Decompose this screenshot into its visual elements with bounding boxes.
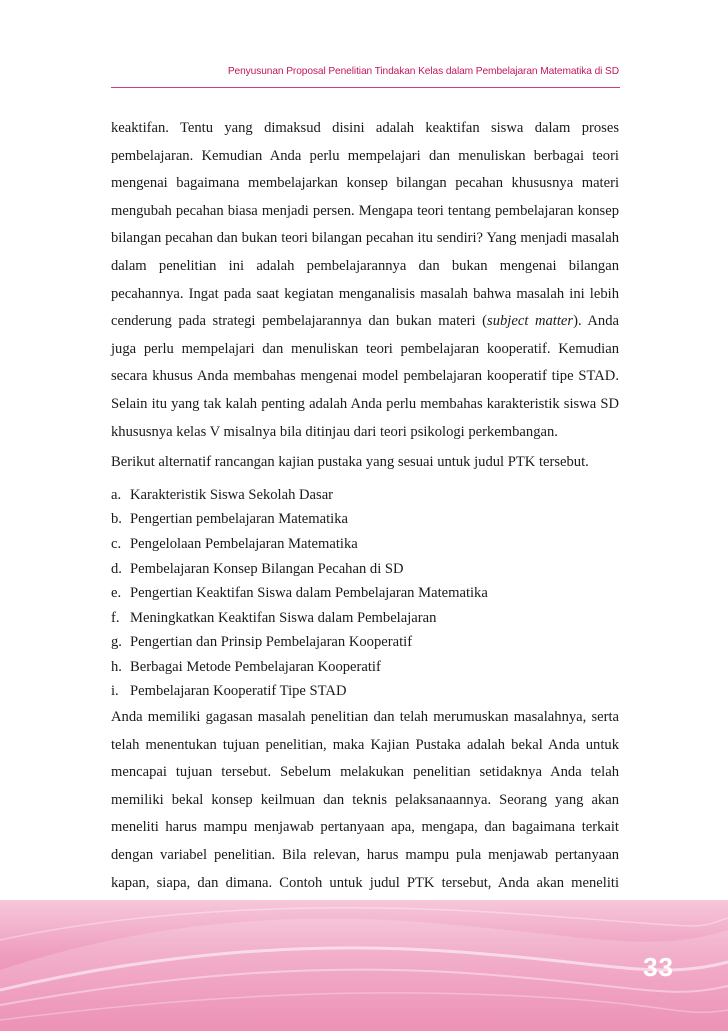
- body-paragraph-2: Berikut alternatif rancangan kajian pustaka yang sesuai untuk judul PTK tersebut.: [111, 454, 589, 471]
- list-marker: d.: [111, 560, 122, 577]
- running-header: Penyusunan Proposal Penelitian Tindakan Kelas dalam Pembelajaran Matematika di SD: [227, 66, 619, 77]
- footer-decorative-band: [0, 900, 728, 1031]
- list-item: [111, 630, 619, 655]
- list-marker: b.: [111, 511, 122, 528]
- list-item: [111, 483, 619, 508]
- list-item: [111, 655, 619, 680]
- list-item-text: Pembelajaran Konsep Bilangan Pecahan di SD: [130, 560, 404, 577]
- list-marker: f.: [111, 609, 120, 626]
- paragraph-1-text-b: ). Anda juga perlu mempelajari dan menuliskan teori pembelajaran kooperatif. Kemudian secara khusus Anda membahas mengenai model pembelajaran kooperatif tipe STAD. Selain itu yang tak kalah penting adalah Anda perlu membahas karakteristik siswa SD khususnya kelas V misalnya bila ditinjau dari teori psikologi perkembangan.: [111, 313, 619, 440]
- list-item: [111, 557, 619, 582]
- list-item-text: Pembelajaran Kooperatif Tipe STAD: [130, 683, 347, 700]
- list-item-text: Pengertian dan Prinsip Pembelajaran Kooperatif: [130, 634, 413, 651]
- list-item-text: Meningkatkan Keaktifan Siswa dalam Pembelajaran: [130, 609, 437, 626]
- list-item-text: Pengelolaan Pembelajaran Matematika: [130, 535, 358, 552]
- list-marker: e.: [111, 585, 122, 602]
- page-number: 33: [643, 952, 674, 982]
- header-divider: [111, 87, 620, 88]
- list-item-text: Karakteristik Siswa Sekolah Dasar: [130, 486, 334, 503]
- list-marker: g.: [111, 634, 122, 651]
- paragraph-1-italic-term: subject matter: [487, 313, 574, 330]
- list-item: [111, 507, 619, 532]
- body-paragraph-3: Anda memiliki gagasan masalah penelitian dan telah merumuskan masalahnya, serta telah menentukan tujuan penelitian, maka Kajian Pustaka adalah bekal Anda untuk mencapai tujuan tersebut. Sebelum melakukan penelitian setidaknya Anda telah memiliki bekal konsep keilmuan dan teknis pelaksanaannya. Seorang yang akan meneliti harus mampu menjawab pertanyaan apa, mengapa, dan bagaimana terkait dengan variabel penelitian. Bila relevan, harus mampu pula menjawab pertanyaan kapan, siapa, dan dimana. Contoh untuk judul PTK tersebut, Anda akan meneliti: [111, 709, 619, 891]
- body-paragraph-1: [111, 115, 619, 446]
- list-item: [111, 606, 619, 631]
- list-marker: a.: [111, 486, 122, 503]
- list-item: [111, 679, 619, 704]
- list-item-text: Pengertian pembelajaran Matematika: [130, 511, 349, 528]
- list-item-text: Berbagai Metode Pembelajaran Kooperatif: [130, 658, 381, 675]
- page-body: [111, 115, 619, 952]
- paragraph-1-text-a: keaktifan. Tentu yang dimaksud disini adalah keaktifan siswa dalam proses pembelajaran. Kemudian Anda perlu mempelajari dan menuliskan berbagai teori mengenai bagaimana membelajarkan konsep bilangan pecahan khususnya materi mengubah pecahan biasa menjadi persen. Mengapa teori tentang pembelajaran konsep bilangan pecahan dan bukan teori bilangan pecahan itu sendiri? Yang menjadi masalah dalam penelitian ini adalah pembelajarannya dan bukan mengenai bilangan pecahannya. Ingat pada saat kegiatan menganalisis masalah bahwa masalah ini lebih cenderung pada strategi pembelajarannya dan bukan materi (: [111, 120, 619, 330]
- footer-wave-decoration: [0, 900, 728, 1031]
- list-item: [111, 532, 619, 557]
- list-marker: h.: [111, 658, 122, 675]
- list-item: [111, 581, 619, 606]
- list-item-text: Pengertian Keaktifan Siswa dalam Pembelajaran Matematika: [130, 585, 488, 602]
- literature-outline-list: [111, 483, 619, 704]
- list-marker: i.: [111, 683, 119, 700]
- list-marker: c.: [111, 535, 122, 552]
